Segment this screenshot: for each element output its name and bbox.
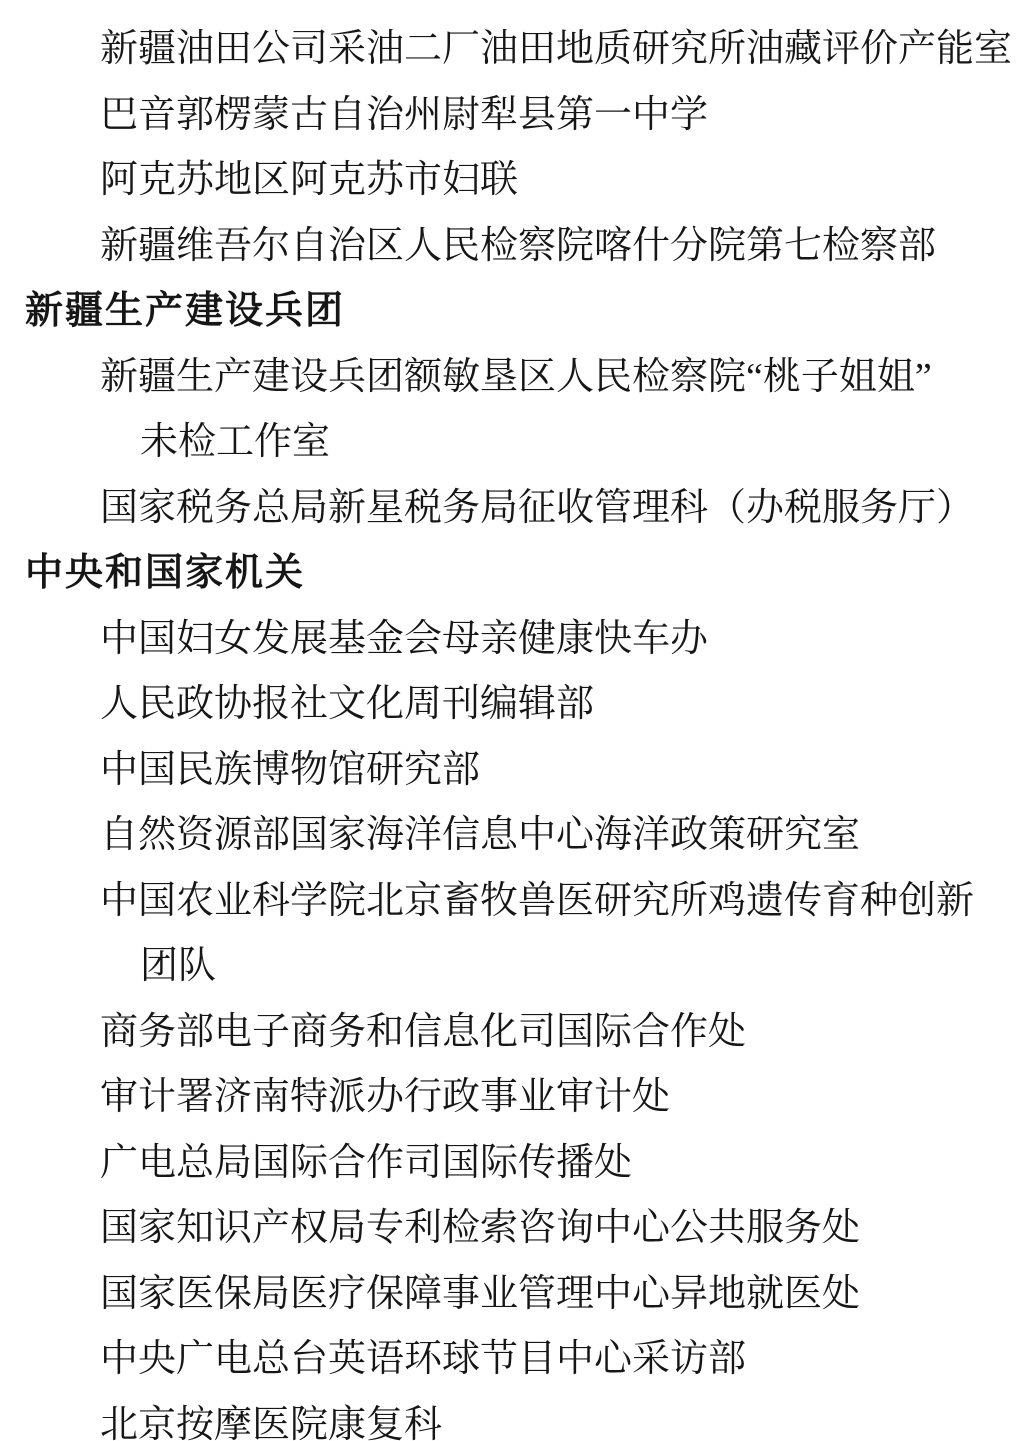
org-list-item: 中国民族博物馆研究部 — [100, 748, 481, 791]
org-list-item: 审计署济南特派办行政事业审计处 — [100, 1076, 671, 1119]
org-list-item: 新疆生产建设兵团额敏垦区人民检察院“桃子姐姐” — [100, 355, 932, 398]
org-list-item: 北京按摩医院康复科 — [100, 1403, 443, 1441]
section-header: 新疆生产建设兵团 — [25, 290, 346, 333]
org-list-item: 中国农业科学院北京畜牧兽医研究所鸡遗传育种创新 — [100, 879, 975, 922]
org-list-item: 新疆油田公司采油二厂油田地质研究所油藏评价产能室 — [100, 28, 1013, 71]
org-list-item-continuation: 未检工作室 — [140, 421, 331, 464]
org-list-item: 人民政协报社文化周刊编辑部 — [100, 683, 595, 726]
org-list-item: 巴音郭楞蒙古自治州尉犁县第一中学 — [100, 93, 709, 136]
org-list-item-continuation: 团队 — [140, 945, 217, 988]
org-list-item: 商务部电子商务和信息化司国际合作处 — [100, 1010, 747, 1053]
org-list-item: 中央广电总台英语环球节目中心采访部 — [100, 1338, 747, 1381]
org-list-item: 自然资源部国家海洋信息中心海洋政策研究室 — [100, 814, 861, 857]
org-list-item: 新疆维吾尔自治区人民检察院喀什分院第七检察部 — [100, 224, 937, 267]
org-list-item: 广电总局国际合作司国际传播处 — [100, 1141, 633, 1184]
org-list-item: 国家医保局医疗保障事业管理中心异地就医处 — [100, 1272, 861, 1315]
org-list-item: 阿克苏地区阿克苏市妇联 — [100, 159, 519, 202]
org-list-item: 中国妇女发展基金会母亲健康快车办 — [100, 617, 709, 660]
org-list-item: 国家税务总局新星税务局征收管理科（办税服务厅） — [100, 486, 975, 529]
org-list-item: 国家知识产权局专利检索咨询中心公共服务处 — [100, 1207, 861, 1250]
section-header: 中央和国家机关 — [25, 552, 306, 595]
